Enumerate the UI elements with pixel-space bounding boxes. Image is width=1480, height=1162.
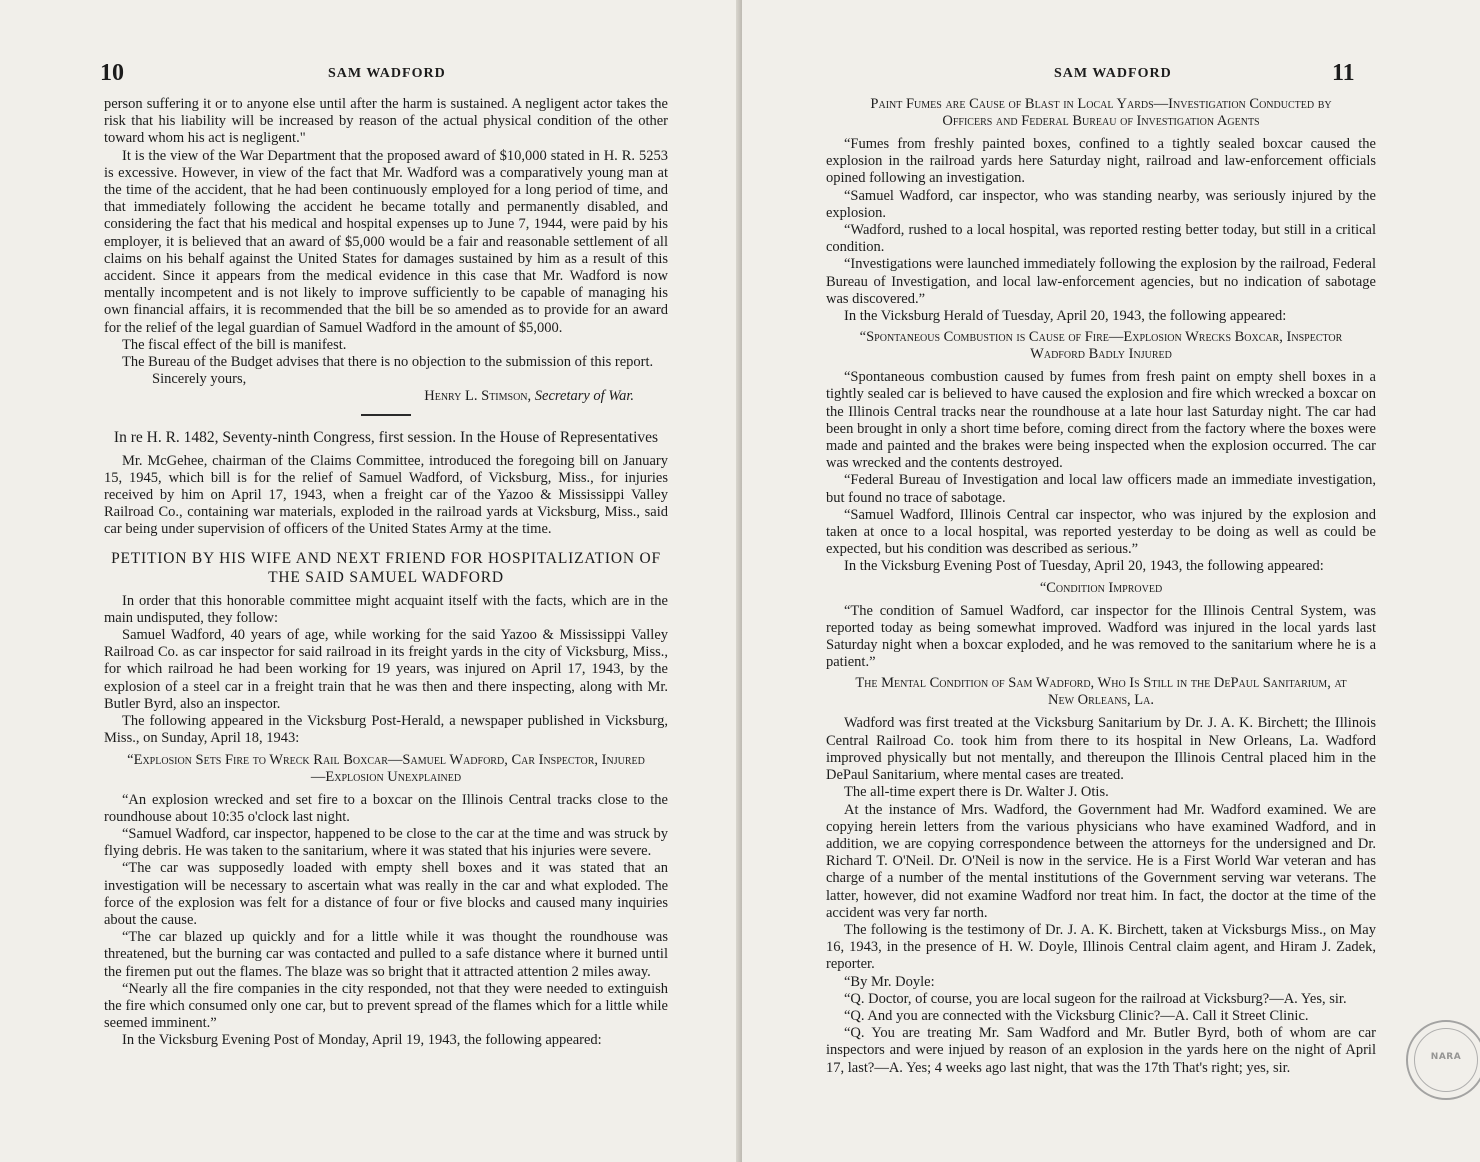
stamp-text: NARA <box>1430 1052 1462 1062</box>
paragraph: The following is the testimony of Dr. J. A. K. Birchett, taken at Vicksburgs Miss., on May 16, 1943, in the presence of H. W. Doyle, Illinois Central claim agent, and Hiram J. Zadek, reporter. <box>826 921 1376 973</box>
newspaper-headline: “Spontaneous Combustion is Cause of Fire—Explosion Wrecks Boxcar, Inspector Wadford Badly Injured <box>859 329 1343 363</box>
paragraph: “Fumes from freshly painted boxes, confined to a tightly sealed boxcar caused the explosion in the railroad yards here Saturday night, railroad and law-enforcement officials opined following an investigation. <box>826 136 1376 187</box>
paragraph: “Samuel Wadford, car inspector, who was standing nearby, was seriously injured by the explosion. <box>826 187 1376 221</box>
paragraph: The following appeared in the Vicksburg Post-Herald, a newspaper published in Vicksburg, Miss., on Sunday, April 18, 1943: <box>104 713 668 747</box>
section-rule <box>361 414 411 416</box>
in-re-heading: In re H. R. 1482, Seventy-ninth Congress, first session. In the House of Representatives <box>113 428 659 446</box>
library-stamp <box>1406 1020 1480 1100</box>
right-running-head <box>742 60 1480 90</box>
paragraph: It is the view of the War Department that the proposed award of $10,000 stated in H. R. 5253 is excessive. However, in view of the fact that Mr. Wadford was a comparatively young man at the time of the accident, that he had been continuously employed for a long period of time, and that immediately following the accident he became totally and permanently disabled, and considering the fact that his medical and hospital expenses up to June 7, 1944, were paid by his employer, it is believed that an award of $5,000 would be a fair and reasonable settlement of all claims on his behalf against the United States for damages sustained by him as a result of this accident. Since it appears from the medical evidence in this case that Mr. Wadford is now mentally incompetent and is not likely to improve sufficiently to be capable of managing his own financial affairs, it is recommended that the bill be so amended as to provide for an award for the relief of the legal guardian of Samuel Wadford in the amount of $5,000. <box>104 147 668 336</box>
paragraph: Wadford was first treated at the Vicksburg Sanitarium by Dr. J. A. K. Birchett; the Illinois Central Railroad Co. took him from there to its hospital in New Orleans, La. Wadford improved physically but not mentally, and thereupon the Illinois Central placed him in the DePaul Sanitarium, where mental cases are treated. <box>826 715 1376 784</box>
paragraph: “Spontaneous combustion caused by fumes from fresh paint on empty shell boxes in a tightly sealed car is believed to have caused the explosion and fire which wrecked a boxcar on the Illinois Central tracks near the roundhouse at a late hour last Saturday night. The car had been brought in only a short time before, coming direct from the factory where the boxes were made and painted and the brakes were being inspected when the explosion occurred. The car was wrecked and the contents destroyed. <box>826 369 1376 472</box>
paragraph: “Q. And you are connected with the Vicksburg Clinic?—A. Call it Street Clinic. <box>844 1007 1309 1024</box>
newspaper-headline: “Explosion Sets Fire to Wreck Rail Boxcar—Samuel Wadford, Car Inspector, Injured—Explosion Unexplained <box>127 751 645 785</box>
right-page <box>742 0 1480 1162</box>
paragraph: The all-time expert there is Dr. Walter J. Otis. <box>844 784 1109 801</box>
signature <box>104 388 668 405</box>
left-running-head <box>0 60 742 90</box>
paragraph: In the Vicksburg Herald of Tuesday, April 20, 1943, the following appeared: <box>844 308 1287 325</box>
running-title: SAM WADFORD <box>1054 66 1172 81</box>
paragraph: In order that this honorable committee might acquaint itself with the facts, which are in the main undisputed, they follow: <box>104 592 668 626</box>
paragraph: The fiscal effect of the bill is manifest. <box>122 336 347 353</box>
paragraph: “The car was supposedly loaded with empty shell boxes and it was stated that an investigation will be necessary to ascertain what was really in the car and what exploded. The force of the explosion was felt for a distance of four or five blocks and caused many inquiries about the cause. <box>104 860 668 928</box>
paragraph: “Federal Bureau of Investigation and local law officers made an immediate investigation, but found no trace of sabotage. <box>826 472 1376 506</box>
signature-title: Secretary of War. <box>534 388 634 405</box>
petition-heading: PETITION BY HIS WIFE AND NEXT FRIEND FOR HOSPITALIZATION OF THE SAID SAMUEL WADFORD <box>111 549 661 586</box>
paragraph: In the Vicksburg Evening Post of Monday, April 19, 1943, the following appeared: <box>122 1032 602 1049</box>
closing: Sincerely yours, <box>152 371 247 388</box>
paragraph: “Samuel Wadford, car inspector, happened to be close to the car at the time and was struck by flying debris. He was taken to the sanitarium, where it was stated that his injuries were severe. <box>104 825 668 860</box>
right-text-column <box>826 96 1376 1077</box>
newspaper-headline: “Condition Improved <box>1039 579 1163 596</box>
paragraph: In the Vicksburg Evening Post of Tuesday, April 20, 1943, the following appeared: <box>844 558 1324 575</box>
paragraph: “The car blazed up quickly and for a little while it was thought the roundhouse was threatened, but the burning car was contacted and pulled to a safe distance where it burned until the firemen put out the flames. The blaze was so bright that it attracted attention 2 miles away. <box>104 929 668 980</box>
paragraph: “Investigations were launched immediately following the explosion by the railroad, Federal Bureau of Investigation, and local law-enforcement agencies, but no indication of sabotage was discovered.” <box>826 256 1376 307</box>
paragraph: Samuel Wadford, 40 years of age, while working for the said Yazoo & Mississippi Valley Railroad Co. as car inspector for said railroad in its freight yards in the city of Vicksburg, Miss., for which railroad he had been working for 19 years, was injured on April 17, 1943, by the explosion of a steel car in a freight train that he was then and there inspecting, along with Mr. Butler Byrd, also an inspector. <box>104 627 668 712</box>
paragraph: The Bureau of the Budget advises that there is no objection to the submission of this report. <box>122 354 654 371</box>
running-title: SAM WADFORD <box>328 66 446 81</box>
paragraph: “Wadford, rushed to a local hospital, was reported resting better today, but still in a critical condition. <box>826 222 1376 256</box>
left-text-column <box>104 96 668 1050</box>
page-number: 11 <box>1332 60 1355 86</box>
paragraph: “Samuel Wadford, Illinois Central car inspector, who was injured by the explosion and taken at once to a local hospital, was reported yesterday to be doing as well as could be expected, but his condition was described as serious.” <box>826 506 1376 558</box>
paragraph: “Q. Doctor, of course, you are local sugeon for the railroad at Vicksburg?—A. Yes, sir. <box>844 990 1347 1007</box>
paragraph: At the instance of Mrs. Wadford, the Government had Mr. Wadford examined. We are copying herein letters from the various physicians who have examined Wadford, and in addition, we are copying correspondence between the attorneys for the undersigned and Dr. Richard T. O'Neil. Dr. O'Neil is now in the service. He is a First World War veteran and has charge of a number of the mental institutions of the Government serving war veterans. The latter, however, did not examine Wadford nor treat him. In fact, the doctor at the time of the accident was very far north. <box>826 801 1376 921</box>
signature-name: Henry L. Stimson, <box>424 388 532 405</box>
paragraph: person suffering it or to anyone else until after the harm is sustained. A negligent actor takes the risk that his liability will be increased by reason of the actual physical condition of the other toward whom his act is negligent." <box>104 96 668 147</box>
paragraph: “The condition of Samuel Wadford, car inspector for the Illinois Central System, was reported today as being somewhat improved. Wadford was injured in the local yards last Saturday night when a boxcar exploded, and he was removed to the sanitarium where he is a patient.” <box>826 602 1376 671</box>
paragraph: “By Mr. Doyle: <box>844 973 935 990</box>
paragraph: “Q. You are treating Mr. Sam Wadford and Mr. Butler Byrd, both of whom are car inspectors and were injued by reason of an explosion in the yards here on the night of April 17, last?—A. Yes; 4 weeks ago last night, that was the 17th That's right; yes, sir. <box>826 1025 1376 1076</box>
paragraph: “An explosion wrecked and set fire to a boxcar on the Illinois Central tracks close to the roundhouse about 10:35 o'clock last night. <box>104 791 668 825</box>
paragraph: “Nearly all the fire companies in the city responded, not that they were needed to extinguish the fire which consumed only one car, but to prevent spread of the flames which for a little while seemed imminent.” <box>104 980 668 1032</box>
paragraph: Mr. McGehee, chairman of the Claims Committee, introduced the foregoing bill on January 15, 1945, which bill is for the relief of Samuel Wadford, of Vicksburg, Miss., for injuries received by him on April 17, 1943, when a freight car of the Yazoo & Mississippi Valley Railroad Co., containing war materials, exploded in the railroad yards at Vicksburg, Miss., said car being under supervision of officers of the United States Army at the time. <box>104 452 668 538</box>
page-number: 10 <box>100 60 124 86</box>
newspaper-headline: Paint Fumes are Cause of Blast in Local Yards—Investigation Conducted by Officers and Federal Bureau of Investigation Agents <box>870 96 1332 129</box>
section-heading: The Mental Condition of Sam Wadford, Who Is Still in the DePaul Sanitarium, at New Orleans, La. <box>855 675 1347 709</box>
